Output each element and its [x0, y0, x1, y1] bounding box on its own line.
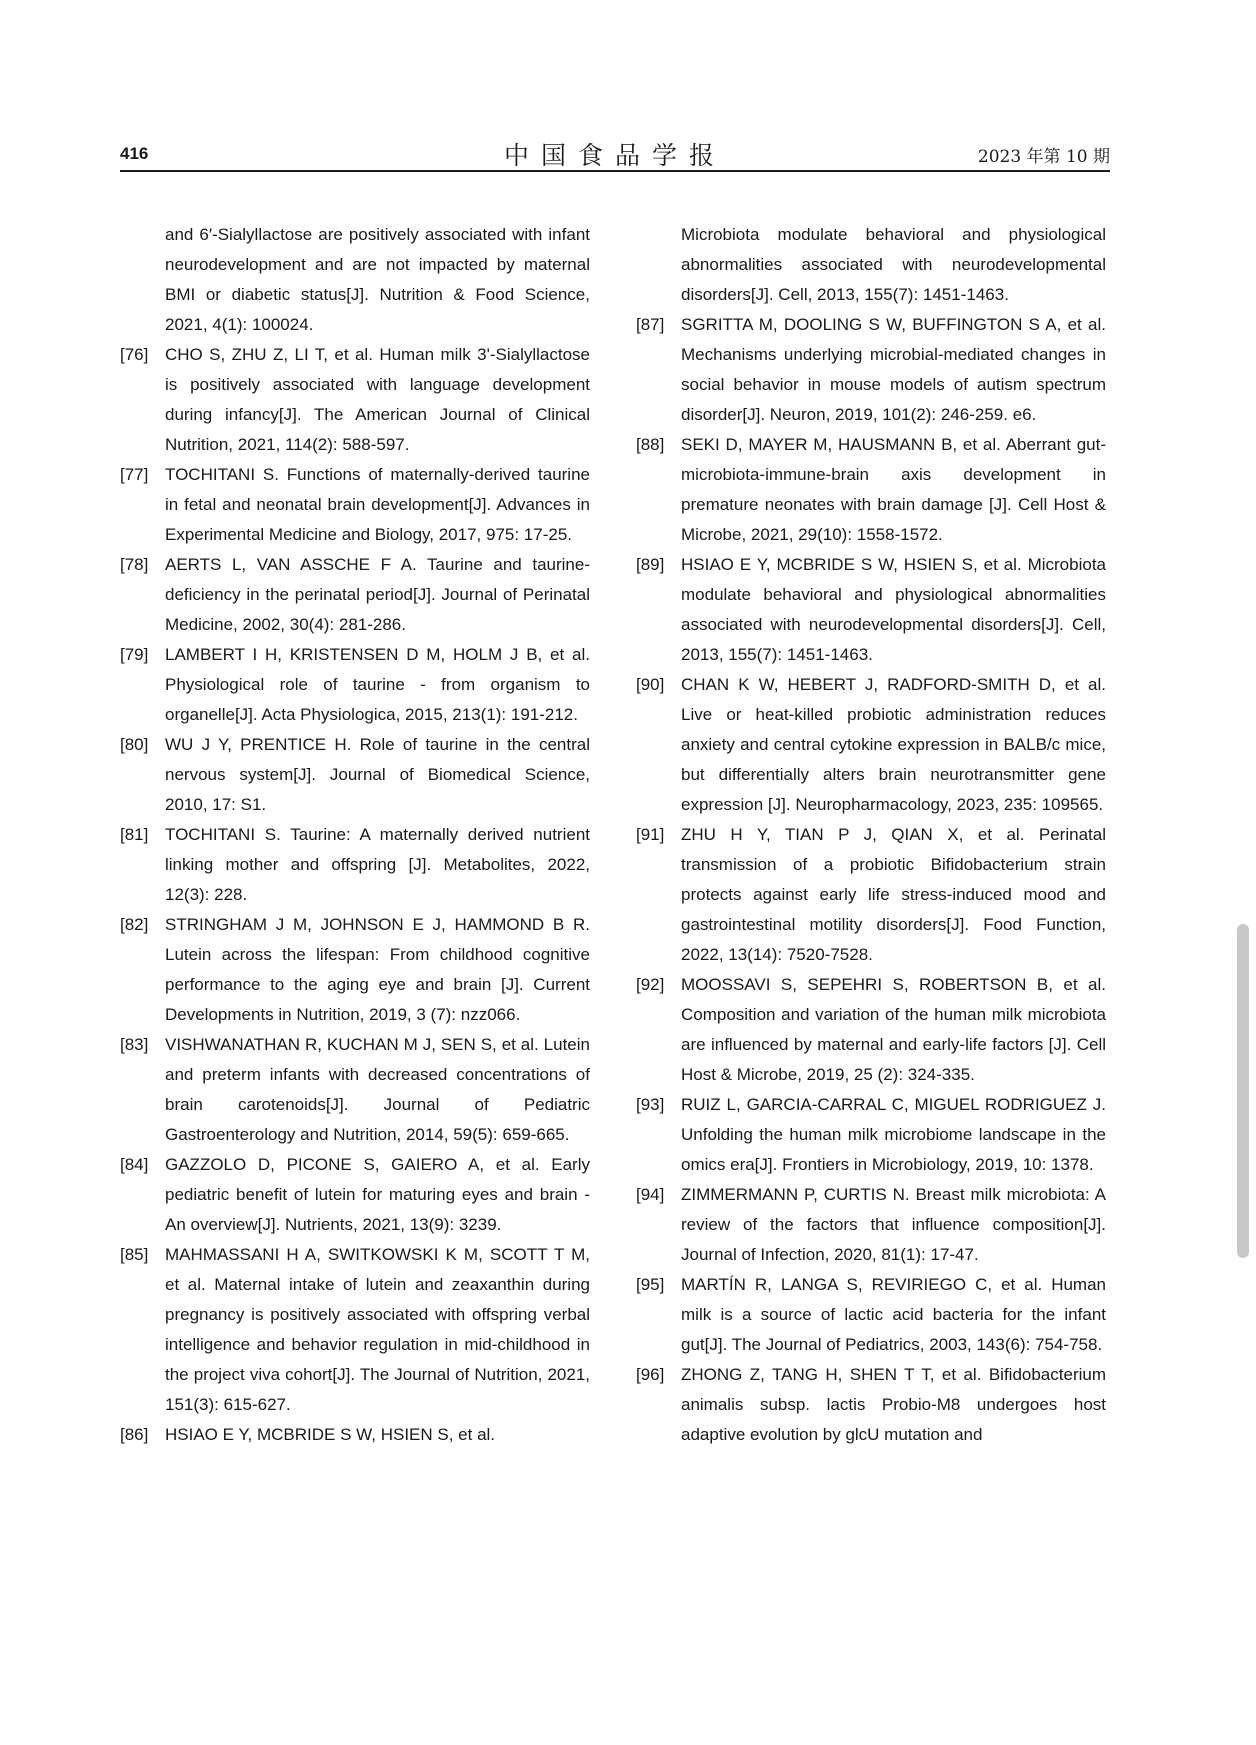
reference-text: SEKI D, MAYER M, HAUSMANN B, et al. Aberrant gut-microbiota-immune-brain axis development in premature neonates with brain damage [J]. Cell Host & Microbe, 2021, 29(10): 1558-1572.	[681, 435, 1106, 544]
references-left-column	[120, 220, 590, 1450]
reference-entry	[636, 1360, 1106, 1450]
reference-text: WU J Y, PRENTICE H. Role of taurine in the central nervous system[J]. Journal of Biomedical Science, 2010, 17: S1.	[165, 735, 590, 814]
reference-entry	[120, 820, 590, 910]
reference-number: [91]	[636, 825, 665, 844]
reference-entry	[636, 310, 1106, 430]
reference-entry	[636, 1090, 1106, 1180]
reference-text: TOCHITANI S. Functions of maternally-derived taurine in fetal and neonatal brain development[J]. Advances in Experimental Medicine and Biology, 2017, 975: 17-25.	[165, 465, 590, 544]
reference-entry	[120, 640, 590, 730]
header-rule	[120, 170, 1110, 172]
reference-number: [95]	[636, 1275, 665, 1294]
reference-text: CHAN K W, HEBERT J, RADFORD-SMITH D, et al. Live or heat-killed probiotic administration reduces anxiety and central cytokine expression in BALB/c mice, but differentially alters brain neurotransmitter gene expression [J]. Neuropharmacology, 2023, 235: 109565.	[681, 675, 1106, 814]
reference-text: VISHWANATHAN R, KUCHAN M J, SEN S, et al. Lutein and preterm infants with decreased concentrations of brain carotenoids[J]. Journal of Pediatric Gastroenterology and Nutrition, 2014, 59(5): 659-665.	[165, 1035, 590, 1144]
references-right-column	[636, 220, 1106, 1450]
reference-number: [96]	[636, 1365, 665, 1384]
reference-number: [92]	[636, 975, 665, 994]
reference-number: [81]	[120, 825, 149, 844]
reference-entry	[120, 1030, 590, 1150]
reference-text: ZIMMERMANN P, CURTIS N. Breast milk microbiota: A review of the factors that influence composition[J]. Journal of Infection, 2020, 81(1): 17-47.	[681, 1185, 1106, 1264]
reference-entry	[636, 550, 1106, 670]
reference-number: [85]	[120, 1245, 149, 1264]
reference-entry	[636, 670, 1106, 820]
reference-text: HSIAO E Y, MCBRIDE S W, HSIEN S, et al. Microbiota modulate behavioral and physiological abnormalities associated with neurodevelopmental disorders[J]. Cell, 2013, 155(7): 1451-1463.	[681, 555, 1106, 664]
reference-number: [83]	[120, 1035, 149, 1054]
reference-entry	[120, 1150, 590, 1240]
reference-text: and 6′-Sialyllactose are positively associated with infant neurodevelopment and are not impacted by maternal BMI or diabetic status[J]. Nutrition & Food Science, 2021, 4(1): 100024.	[165, 225, 590, 334]
reference-number: [89]	[636, 555, 665, 574]
issue-label: 2023 年第 10 期	[977, 147, 1110, 167]
page-number: 416	[120, 144, 149, 163]
reference-entry	[636, 1180, 1106, 1270]
reference-number: [78]	[120, 555, 149, 574]
reference-text: MOOSSAVI S, SEPEHRI S, ROBERTSON B, et al. Composition and variation of the human milk microbiota are influenced by maternal and early-life factors [J]. Cell Host & Microbe, 2019, 25 (2): 324-335.	[681, 975, 1106, 1084]
reference-number: [87]	[636, 315, 665, 334]
reference-entry	[120, 910, 590, 1030]
reference-number: [82]	[120, 915, 149, 934]
reference-text: HSIAO E Y, MCBRIDE S W, HSIEN S, et al.	[165, 1425, 496, 1444]
reference-entry	[636, 820, 1106, 970]
reference-number: [84]	[120, 1155, 149, 1174]
reference-text: CHO S, ZHU Z, LI T, et al. Human milk 3'-Sialyllactose is positively associated with language development during infancy[J]. The American Journal of Clinical Nutrition, 2021, 114(2): 588-597.	[165, 345, 590, 454]
reference-entry	[636, 220, 1106, 310]
reference-text: ZHONG Z, TANG H, SHEN T T, et al. Bifidobacterium animalis subsp. lactis Probio-M8 undergoes host adaptive evolution by glcU mutation and	[681, 1365, 1106, 1444]
reference-number: [90]	[636, 675, 665, 694]
reference-text: SGRITTA M, DOOLING S W, BUFFINGTON S A, et al. Mechanisms underlying microbial-mediated changes in social behavior in mouse models of autism spectrum disorder[J]. Neuron, 2019, 101(2): 246-259. e6.	[681, 315, 1106, 424]
reference-entry	[120, 460, 590, 550]
reference-text: TOCHITANI S. Taurine: A maternally derived nutrient linking mother and offspring [J]. Metabolites, 2022, 12(3): 228.	[165, 825, 590, 904]
reference-entry	[636, 430, 1106, 550]
vertical-scrollbar[interactable]	[1237, 924, 1249, 1258]
reference-entry	[120, 1240, 590, 1420]
reference-text: ZHU H Y, TIAN P J, QIAN X, et al. Perinatal transmission of a probiotic Bifidobacterium strain protects against early life stress-induced mood and gastrointestinal motility disorders[J]. Food Function, 2022, 13(14): 7520-7528.	[681, 825, 1106, 964]
reference-text: AERTS L, VAN ASSCHE F A. Taurine and taurine-deficiency in the perinatal period[J]. Journal of Perinatal Medicine, 2002, 30(4): 281-286.	[165, 555, 590, 634]
reference-entry	[636, 970, 1106, 1090]
reference-entry	[120, 730, 590, 820]
page-header	[120, 136, 1110, 172]
reference-number: [76]	[120, 345, 149, 364]
journal-title: 中国食品学报	[503, 141, 726, 170]
reference-entry	[120, 550, 590, 640]
reference-entry	[636, 1270, 1106, 1360]
reference-entry	[120, 1420, 590, 1450]
reference-text: STRINGHAM J M, JOHNSON E J, HAMMOND B R. Lutein across the lifespan: From childhood cognitive performance to the aging eye and brain [J]. Current Developments in Nutrition, 2019, 3 (7): nzz066.	[165, 915, 590, 1024]
reference-number: [80]	[120, 735, 149, 754]
reference-number: [86]	[120, 1425, 149, 1444]
reference-number: [94]	[636, 1185, 665, 1204]
reference-entry	[120, 340, 590, 460]
reference-number: [77]	[120, 465, 149, 484]
reference-number: [79]	[120, 645, 149, 664]
reference-text: MARTÍN R, LANGA S, REVIRIEGO C, et al. Human milk is a source of lactic acid bacteria for the infant gut[J]. The Journal of Pediatrics, 2003, 143(6): 754-758.	[681, 1275, 1106, 1354]
reference-text: MAHMASSANI H A, SWITKOWSKI K M, SCOTT T M, et al. Maternal intake of lutein and zeaxanthin during pregnancy is positively associated with offspring verbal intelligence and behavior regulation in mid-childhood in the project viva cohort[J]. The Journal of Nutrition, 2021, 151(3): 615-627.	[165, 1245, 590, 1414]
reference-text: RUIZ L, GARCIA-CARRAL C, MIGUEL RODRIGUEZ J. Unfolding the human milk microbiome landscape in the omics era[J]. Frontiers in Microbiology, 2019, 10: 1378.	[681, 1095, 1106, 1174]
reference-number: [93]	[636, 1095, 665, 1114]
reference-text: LAMBERT I H, KRISTENSEN D M, HOLM J B, et al. Physiological role of taurine - from organism to organelle[J]. Acta Physiologica, 2015, 213(1): 191-212.	[165, 645, 590, 724]
reference-number: [88]	[636, 435, 665, 454]
reference-text: GAZZOLO D, PICONE S, GAIERO A, et al. Early pediatric benefit of lutein for maturing eyes and brain - An overview[J]. Nutrients, 2021, 13(9): 3239.	[165, 1155, 590, 1234]
reference-text: Microbiota modulate behavioral and physiological abnormalities associated with neurodevelopmental disorders[J]. Cell, 2013, 155(7): 1451-1463.	[681, 225, 1106, 304]
reference-entry	[120, 220, 590, 340]
